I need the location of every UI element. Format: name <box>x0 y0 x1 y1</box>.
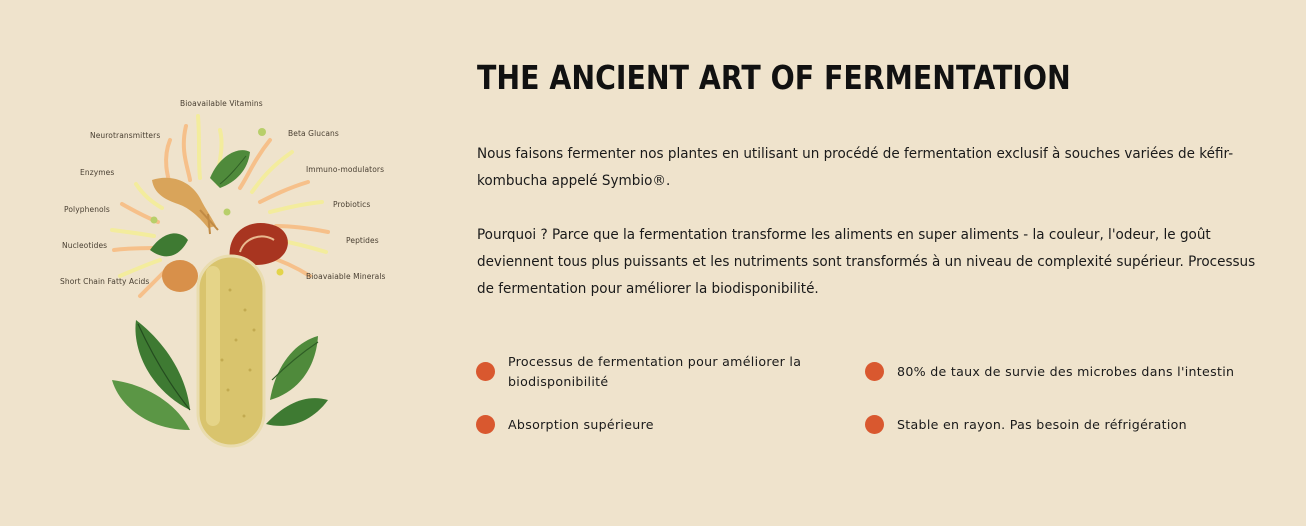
label-nucleotides: Nucleotides <box>62 241 108 250</box>
benefit-label: Stable en rayon. Pas besoin de réfrigération <box>897 417 1187 432</box>
fermentation-illustration <box>40 80 410 480</box>
section-title: THE ANCIENT ART OF FERMENTATION <box>477 58 1071 97</box>
label-bioavailable-minerals: Bioavaiable Minerals <box>306 272 386 281</box>
benefit-label: Absorption supérieure <box>508 417 654 432</box>
label-bioavailable-vitamins: Bioavailable Vitamins <box>180 99 263 108</box>
orange-dot-icon <box>865 415 884 434</box>
intro-paragraph: Nous faisons fermenter nos plantes en utilisant un procédé de fermentation exclusif à souches variées de kéfir-kombucha appelé Symbio®. <box>477 146 1234 189</box>
orange-dot-icon <box>476 362 495 381</box>
benefit-label: Processus de fermentation pour améliorer la biodisponibilité <box>508 354 802 389</box>
why-paragraph: Pourquoi ? Parce que la fermentation transforme les aliments en super aliments - la couleur, l'odeur, le goût deviennent tous plus puissants et les nutriments sont transformés à un niveau de complexité supérieur. Processus de fermentation pour améliorer la biodisponibilité. <box>477 227 1256 297</box>
benefit-item <box>476 352 836 392</box>
label-immuno-modulators: Immuno-modulators <box>306 165 385 174</box>
label-neurotransmitters: Neurotransmitters <box>90 131 161 140</box>
benefit-item <box>865 362 1285 382</box>
orange-dot-icon <box>865 362 884 381</box>
fermentation-content <box>477 58 1267 297</box>
label-polyphenols: Polyphenols <box>64 205 110 214</box>
benefit-label: 80% de taux de survie des microbes dans l'intestin <box>897 364 1235 379</box>
orange-dot-icon <box>476 415 495 434</box>
benefit-item <box>865 415 1285 435</box>
label-beta-glucans: Beta Glucans <box>288 129 339 138</box>
label-peptides: Peptides <box>346 236 379 245</box>
label-probiotics: Probiotics <box>333 200 371 209</box>
label-short-chain-fatty-acids: Short Chain Fatty Acids <box>60 277 150 286</box>
label-enzymes: Enzymes <box>80 168 115 177</box>
benefit-item <box>476 415 836 435</box>
